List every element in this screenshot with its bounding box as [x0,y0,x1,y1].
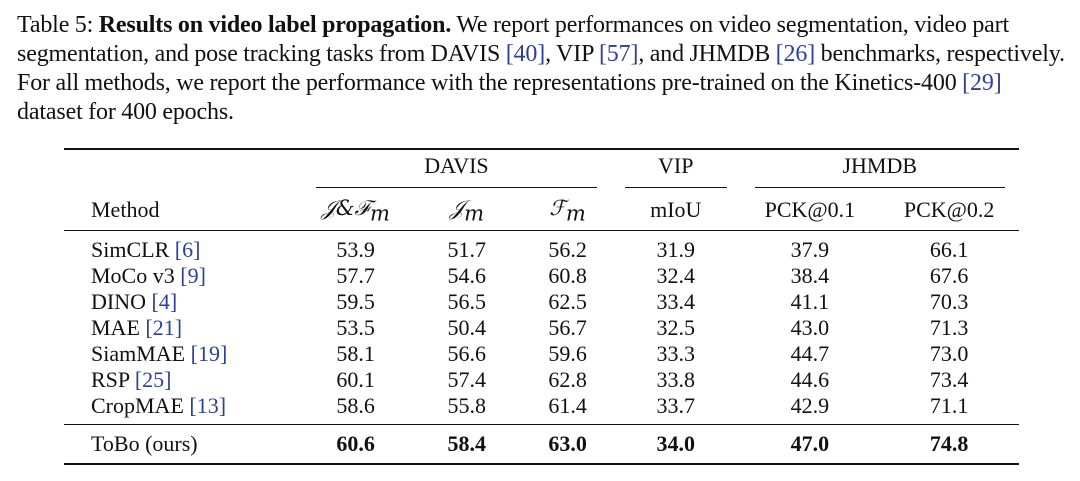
cell-f: 62.8 [548,367,587,392]
cell-pck01: 44.7 [790,341,830,366]
cell-jf: 57.7 [336,263,375,288]
caption-label: Table 5: [17,12,94,38]
method-name: MoCo v3 [9] [91,263,206,288]
citation-link[interactable]: [29] [962,70,1002,96]
cell-jf: 60.6 [302,425,409,465]
citation-link[interactable]: [57] [598,41,639,67]
cell-jf: 60.1 [336,367,375,392]
table-caption [17,11,1069,127]
cell-j: 56.5 [447,289,487,314]
caption-text: We report performances on video segmentation, video part segmentation, and pose tracking tasks from DAVIS [17,12,1010,67]
table-row [64,367,1019,393]
results-table [64,148,1019,465]
table-row [64,341,1019,367]
citation-link[interactable]: [26] [775,41,816,67]
group-header-row [64,149,1019,190]
cell-f: 63.0 [524,425,611,465]
cell-f: 62.5 [548,289,587,314]
method-name: CropMAE [13] [91,393,227,418]
column-miou: mIoU [650,197,702,222]
group-vip: VIP [625,153,727,188]
column-f-mean: ℱ$_m$ [549,195,586,226]
cell-pck02: 67.6 [929,263,969,288]
cell-miou: 34.0 [611,425,741,465]
cell-pck02: 74.8 [879,425,1019,465]
caption-text: , VIP [545,41,599,67]
citation-link[interactable]: [40] [505,41,546,67]
cell-j: 54.6 [447,263,487,288]
cell-pck01: 41.1 [790,289,830,314]
table-row-ours [64,425,1019,465]
citation-link[interactable]: [6] [174,237,201,262]
cell-miou: 33.3 [656,341,695,366]
cell-j: 51.7 [409,231,524,264]
cell-f: 61.4 [548,393,587,418]
caption-text: , and JHMDB [638,41,776,67]
cell-pck01: 38.4 [790,263,830,288]
cell-j: 55.8 [447,393,487,418]
method-name: DINO [4] [91,289,178,314]
cell-pck02: 73.4 [929,367,969,392]
cell-pck01: 44.6 [790,367,830,392]
method-name: MAE [21] [91,315,183,340]
table-row [64,393,1019,425]
citation-link[interactable]: [19] [190,341,228,366]
cell-miou: 33.4 [656,289,695,314]
column-header-row [64,190,1019,231]
table-row [64,315,1019,341]
cell-jf: 59.5 [336,289,375,314]
method-name: ToBo (ours) [64,425,302,465]
cell-miou: 32.5 [656,315,695,340]
cell-pck01: 43.0 [790,315,830,340]
citation-link[interactable]: [21] [145,315,183,340]
column-pck-02: PCK@0.2 [903,197,995,222]
method-name: SimCLR [6] [64,231,302,264]
cell-f: 60.8 [548,263,587,288]
citation-link[interactable]: [13] [189,393,227,418]
cell-pck01: 42.9 [790,393,830,418]
cell-jf: 53.9 [302,231,409,264]
method-name: SiamMAE [19] [91,341,228,366]
column-jf-mean: 𝒥&ℱ$_m$ [321,195,390,226]
cell-pck02: 71.1 [929,393,969,418]
cell-f: 59.6 [548,341,587,366]
citation-link[interactable]: [25] [134,367,172,392]
cell-jf: 58.1 [336,341,375,366]
cell-jf: 53.5 [336,315,375,340]
cell-pck01: 37.9 [741,231,880,264]
group-jhmdb: JHMDB [755,153,1005,188]
caption-title: Results on video label propagation. [98,12,452,38]
cell-j: 50.4 [447,315,487,340]
citation-link[interactable]: [9] [180,263,206,288]
cell-f: 56.2 [524,231,611,264]
cell-f: 56.7 [548,315,587,340]
table-row [64,289,1019,315]
group-davis: DAVIS [316,153,597,188]
column-method: Method [91,197,160,222]
cell-pck02: 66.1 [879,231,1019,264]
column-pck-01: PCK@0.1 [764,197,856,222]
cell-jf: 58.6 [336,393,375,418]
cell-j: 56.6 [447,341,487,366]
table-row [64,231,1019,264]
cell-miou: 33.7 [656,393,695,418]
cell-pck02: 73.0 [929,341,969,366]
cell-j: 57.4 [447,367,487,392]
cell-pck02: 71.3 [929,315,969,340]
caption-text: benchmarks, respectively. For all methods, we report the performance with the representations pre-trained on the Kinetics-400 [17,41,1065,96]
method-name: RSP [25] [91,367,172,392]
cell-pck01: 47.0 [741,425,880,465]
table-row [64,263,1019,289]
column-j-mean: 𝒥$_m$ [449,195,484,226]
caption-text: dataset for 400 epochs. [17,99,234,125]
cell-pck02: 70.3 [929,289,969,314]
citation-link[interactable]: [4] [151,289,178,314]
cell-miou: 31.9 [611,231,741,264]
cell-miou: 33.8 [656,367,695,392]
cell-miou: 32.4 [656,263,695,288]
cell-j: 58.4 [409,425,524,465]
